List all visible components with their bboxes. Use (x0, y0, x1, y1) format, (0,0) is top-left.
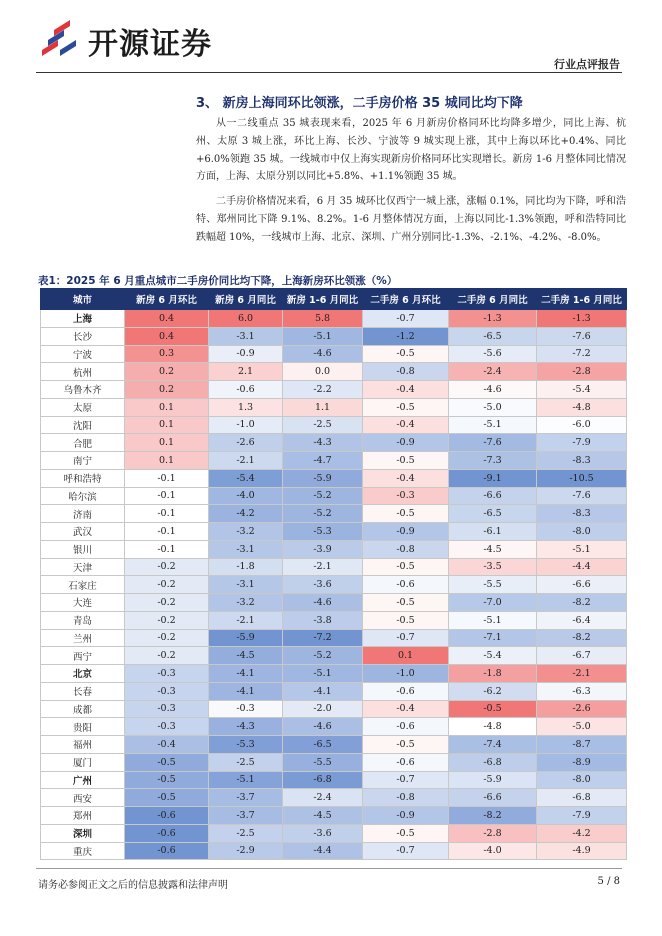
value-cell: -4.8 (537, 398, 627, 416)
value-cell: -6.6 (449, 789, 537, 807)
value-cell: -0.9 (363, 523, 449, 541)
value-cell: -7.9 (537, 434, 627, 452)
value-cell: -6.4 (537, 611, 627, 629)
table-row (41, 753, 627, 771)
value-cell: -4.0 (209, 487, 283, 505)
value-cell: -0.3 (209, 700, 283, 718)
paragraph-second-hand: 二手房价格情况来看，6 月 35 城环比仅西宁一城上涨，涨幅 0.1%，同比均为下降，呼和浩特、郑州同比下降 9.1%、8.2%。1-6 月整体情况方面，上海以同比-1.3%领跑，呼和浩特同比跌幅超 10%，一线城市上海、北京、深圳、广州分别同比-1.3%、-2.1%、-4.2%、-8.0%。 (196, 196, 626, 243)
value-cell: -0.6 (125, 807, 209, 825)
value-cell: -0.7 (363, 629, 449, 647)
city-cell: 郑州 (41, 807, 125, 825)
value-cell: -2.5 (209, 824, 283, 842)
value-cell: -7.6 (537, 327, 627, 345)
value-cell: -0.5 (363, 824, 449, 842)
logo-mark-icon (36, 20, 82, 62)
value-cell: 6.0 (209, 310, 283, 328)
table-row (41, 576, 627, 594)
value-cell: -8.9 (537, 753, 627, 771)
value-cell: -0.5 (363, 558, 449, 576)
value-cell: -7.6 (449, 434, 537, 452)
value-cell: -0.5 (449, 700, 537, 718)
value-cell: -7.0 (449, 594, 537, 612)
header-new-mom: 新房 6 月环比 (125, 289, 209, 310)
value-cell: -4.3 (283, 434, 363, 452)
value-cell: -3.5 (449, 558, 537, 576)
value-cell: -0.6 (363, 682, 449, 700)
city-cell: 西安 (41, 789, 125, 807)
value-cell: -5.3 (209, 736, 283, 754)
value-cell: -6.5 (283, 736, 363, 754)
value-cell: -8.7 (537, 736, 627, 754)
table-row (41, 594, 627, 612)
value-cell: 0.1 (363, 647, 449, 665)
value-cell: -0.9 (363, 807, 449, 825)
value-cell: -1.2 (363, 327, 449, 345)
table-row (41, 736, 627, 754)
value-cell: 0.1 (125, 452, 209, 470)
value-cell: -4.6 (283, 345, 363, 363)
city-cell: 福州 (41, 736, 125, 754)
value-cell: -3.1 (209, 576, 283, 594)
city-cell: 大连 (41, 594, 125, 612)
value-cell: -4.0 (449, 842, 537, 860)
value-cell: -6.8 (283, 771, 363, 789)
value-cell: -0.5 (363, 505, 449, 523)
city-cell: 乌鲁木齐 (41, 381, 125, 399)
value-cell: -0.4 (125, 736, 209, 754)
section-title: 3、 新房上海同环比领涨，二手房价格 35 城同比均下降 (196, 96, 523, 111)
table-row (41, 327, 627, 345)
value-cell: -4.2 (209, 505, 283, 523)
value-cell: 0.2 (125, 363, 209, 381)
paragraph-new-home: 从一二线重点 35 城表现来看，2025 年 6 月新房价格同环比均降多增少，同比上海、杭州、太原 3 城上涨，环比上海、长沙、宁波等 9 城实现上涨，其中上海以环比+0.4%、同比+6.0%领跑 35 城。一线城市中仅上海实现新房价格同环比实现增长。新房 1-6 月整体同比情况方面，上海、太原分别以同比+5.8%、+1.1%领跑 35 城。 (196, 118, 626, 183)
value-cell: -4.5 (209, 647, 283, 665)
value-cell: -3.2 (209, 523, 283, 541)
city-cell: 太原 (41, 398, 125, 416)
value-cell: -2.6 (209, 434, 283, 452)
table-row (41, 629, 627, 647)
value-cell: -6.3 (537, 682, 627, 700)
city-cell: 兰州 (41, 629, 125, 647)
value-cell: -8.2 (537, 594, 627, 612)
value-cell: -0.6 (125, 824, 209, 842)
table-row (41, 416, 627, 434)
table-row (41, 363, 627, 381)
value-cell: -0.5 (363, 736, 449, 754)
value-cell: -4.4 (537, 558, 627, 576)
value-cell: -2.8 (449, 824, 537, 842)
value-cell: -6.1 (449, 523, 537, 541)
price-change-table (40, 288, 627, 860)
value-cell: -0.5 (363, 611, 449, 629)
value-cell: -2.0 (283, 700, 363, 718)
city-cell: 长春 (41, 682, 125, 700)
value-cell: -3.8 (283, 611, 363, 629)
value-cell: -5.1 (449, 416, 537, 434)
value-cell: -0.8 (363, 789, 449, 807)
table-row (41, 434, 627, 452)
value-cell: -7.2 (283, 629, 363, 647)
value-cell: -5.1 (537, 540, 627, 558)
value-cell: -0.2 (125, 629, 209, 647)
value-cell: -0.9 (363, 434, 449, 452)
value-cell: -5.5 (449, 576, 537, 594)
header-divider (36, 72, 622, 73)
table-row (41, 771, 627, 789)
table-row (41, 558, 627, 576)
table-row (41, 381, 627, 399)
table-row (41, 807, 627, 825)
table-row (41, 824, 627, 842)
table-row (41, 718, 627, 736)
value-cell: -5.2 (283, 647, 363, 665)
value-cell: -0.1 (125, 487, 209, 505)
value-cell: 1.3 (209, 398, 283, 416)
value-cell: -0.5 (363, 345, 449, 363)
value-cell: -0.6 (125, 842, 209, 860)
value-cell: -8.0 (537, 523, 627, 541)
value-cell: -1.0 (209, 416, 283, 434)
value-cell: 0.4 (125, 327, 209, 345)
city-cell: 贵阳 (41, 718, 125, 736)
value-cell: -0.4 (363, 416, 449, 434)
value-cell: -1.3 (537, 310, 627, 328)
value-cell: -0.2 (125, 594, 209, 612)
value-cell: -0.5 (363, 452, 449, 470)
value-cell: 0.4 (125, 310, 209, 328)
value-cell: -2.5 (209, 753, 283, 771)
value-cell: -0.7 (363, 771, 449, 789)
value-cell: -7.1 (449, 629, 537, 647)
table-row (41, 842, 627, 860)
value-cell: -3.2 (209, 594, 283, 612)
table-row (41, 665, 627, 683)
value-cell: -2.1 (537, 665, 627, 683)
value-cell: -9.1 (449, 469, 537, 487)
value-cell: -5.1 (283, 327, 363, 345)
value-cell: -4.8 (449, 718, 537, 736)
value-cell: -0.1 (125, 523, 209, 541)
value-cell: -4.2 (537, 824, 627, 842)
value-cell: -0.6 (363, 576, 449, 594)
city-cell: 厦门 (41, 753, 125, 771)
value-cell: -5.1 (209, 771, 283, 789)
value-cell: -1.0 (363, 665, 449, 683)
value-cell: -4.9 (537, 842, 627, 860)
value-cell: -3.6 (283, 824, 363, 842)
value-cell: -5.9 (449, 771, 537, 789)
value-cell: -4.1 (283, 682, 363, 700)
value-cell: -4.3 (209, 718, 283, 736)
table-row (41, 647, 627, 665)
value-cell: -0.5 (363, 594, 449, 612)
city-cell: 杭州 (41, 363, 125, 381)
value-cell: -0.1 (125, 505, 209, 523)
value-cell: -4.1 (209, 665, 283, 683)
value-cell: -0.3 (363, 487, 449, 505)
value-cell: -4.1 (209, 682, 283, 700)
value-cell: -6.2 (449, 682, 537, 700)
table-header-row (41, 289, 627, 310)
value-cell: -6.6 (449, 487, 537, 505)
value-cell: -3.7 (209, 789, 283, 807)
value-cell: -5.0 (537, 718, 627, 736)
city-cell: 银川 (41, 540, 125, 558)
table-row (41, 540, 627, 558)
value-cell: -4.5 (449, 540, 537, 558)
value-cell: -5.1 (449, 611, 537, 629)
value-cell: -2.1 (283, 558, 363, 576)
table-row (41, 611, 627, 629)
table-row (41, 487, 627, 505)
value-cell: -0.8 (363, 363, 449, 381)
value-cell: -4.7 (283, 452, 363, 470)
value-cell: 0.1 (125, 416, 209, 434)
header-city: 城市 (41, 289, 125, 310)
footer-disclaimer: 请务必参阅正文之后的信息披露和法律声明 (38, 880, 228, 891)
header-used-ytd-yoy: 二手房 1-6 月同比 (537, 289, 627, 310)
value-cell: -7.6 (537, 487, 627, 505)
value-cell: -0.3 (125, 718, 209, 736)
value-cell: -0.6 (363, 718, 449, 736)
company-logo (36, 20, 212, 62)
city-cell: 上海 (41, 310, 125, 328)
value-cell: -7.9 (537, 807, 627, 825)
value-cell: -3.1 (209, 540, 283, 558)
value-cell: -8.2 (537, 629, 627, 647)
table-row (41, 398, 627, 416)
value-cell: -2.4 (283, 789, 363, 807)
value-cell: -5.2 (283, 487, 363, 505)
logo-text: 开源证券 (88, 27, 212, 62)
city-cell: 济南 (41, 505, 125, 523)
value-cell: -0.6 (209, 381, 283, 399)
table-row (41, 345, 627, 363)
table-row (41, 505, 627, 523)
value-cell: -5.9 (209, 629, 283, 647)
value-cell: -5.1 (283, 665, 363, 683)
value-cell: -3.6 (283, 576, 363, 594)
value-cell: -2.8 (537, 363, 627, 381)
city-cell: 合肥 (41, 434, 125, 452)
value-cell: -0.1 (125, 469, 209, 487)
value-cell: -1.8 (449, 665, 537, 683)
table-row (41, 469, 627, 487)
value-cell: -0.5 (125, 789, 209, 807)
city-cell: 重庆 (41, 842, 125, 860)
value-cell: -4.5 (283, 807, 363, 825)
table-caption: 表1：2025 年 6 月重点城市二手房价同比均下降，上海新房环比领涨（%） (38, 275, 398, 287)
table-row (41, 700, 627, 718)
value-cell: -8.0 (537, 771, 627, 789)
value-cell: -0.5 (363, 398, 449, 416)
header-used-yoy: 二手房 6 月同比 (449, 289, 537, 310)
city-cell: 成都 (41, 700, 125, 718)
value-cell: -8.3 (537, 452, 627, 470)
value-cell: -2.1 (209, 611, 283, 629)
value-cell: -6.6 (537, 576, 627, 594)
value-cell: -6.7 (537, 647, 627, 665)
value-cell: -6.5 (449, 505, 537, 523)
value-cell: -5.4 (209, 469, 283, 487)
city-cell: 呼和浩特 (41, 469, 125, 487)
value-cell: -0.3 (125, 700, 209, 718)
value-cell: -5.5 (283, 753, 363, 771)
city-cell: 西宁 (41, 647, 125, 665)
city-cell: 宁波 (41, 345, 125, 363)
value-cell: -2.4 (449, 363, 537, 381)
value-cell: -2.5 (283, 416, 363, 434)
value-cell: -0.2 (125, 576, 209, 594)
value-cell: -0.3 (125, 665, 209, 683)
value-cell: 2.1 (209, 363, 283, 381)
value-cell: -0.5 (125, 771, 209, 789)
value-cell: -4.4 (283, 842, 363, 860)
value-cell: -7.4 (449, 736, 537, 754)
table-row (41, 310, 627, 328)
value-cell: -0.6 (363, 753, 449, 771)
value-cell: -0.1 (125, 540, 209, 558)
city-cell: 天津 (41, 558, 125, 576)
value-cell: -3.1 (209, 327, 283, 345)
value-cell: -2.6 (537, 700, 627, 718)
city-cell: 广州 (41, 771, 125, 789)
table-row (41, 789, 627, 807)
value-cell: -0.9 (209, 345, 283, 363)
value-cell: -5.4 (537, 381, 627, 399)
city-cell: 青岛 (41, 611, 125, 629)
value-cell: -4.6 (449, 381, 537, 399)
city-cell: 沈阳 (41, 416, 125, 434)
value-cell: -0.2 (125, 611, 209, 629)
value-cell: 0.0 (283, 363, 363, 381)
table-row (41, 682, 627, 700)
table-body (41, 310, 627, 860)
value-cell: -6.5 (449, 327, 537, 345)
value-cell: -0.5 (125, 753, 209, 771)
value-cell: 0.2 (125, 381, 209, 399)
city-cell: 北京 (41, 665, 125, 683)
value-cell: 1.1 (283, 398, 363, 416)
value-cell: -8.2 (449, 807, 537, 825)
value-cell: -0.7 (363, 842, 449, 860)
value-cell: -1.3 (449, 310, 537, 328)
value-cell: -0.3 (125, 682, 209, 700)
value-cell: -7.3 (449, 452, 537, 470)
value-cell: 0.1 (125, 434, 209, 452)
value-cell: -4.6 (283, 718, 363, 736)
value-cell: -4.6 (283, 594, 363, 612)
city-cell: 南宁 (41, 452, 125, 470)
value-cell: -10.5 (537, 469, 627, 487)
value-cell: -0.2 (125, 647, 209, 665)
value-cell: -2.1 (209, 452, 283, 470)
header-new-yoy: 新房 6 月同比 (209, 289, 283, 310)
value-cell: -5.9 (283, 469, 363, 487)
city-cell: 石家庄 (41, 576, 125, 594)
value-cell: -3.7 (209, 807, 283, 825)
table-row (41, 452, 627, 470)
header-new-ytd-yoy: 新房 1-6 月同比 (283, 289, 363, 310)
city-cell: 长沙 (41, 327, 125, 345)
footer-divider (36, 868, 622, 869)
value-cell: -0.7 (363, 310, 449, 328)
value-cell: -5.0 (449, 398, 537, 416)
city-cell: 武汉 (41, 523, 125, 541)
page-number: 5 / 8 (597, 876, 620, 887)
value-cell: -1.8 (209, 558, 283, 576)
value-cell: -5.3 (283, 523, 363, 541)
value-cell: 0.1 (125, 398, 209, 416)
value-cell: 0.3 (125, 345, 209, 363)
table-row (41, 523, 627, 541)
value-cell: -6.0 (537, 416, 627, 434)
value-cell: -6.8 (537, 789, 627, 807)
value-cell: -7.2 (537, 345, 627, 363)
value-cell: 5.8 (283, 310, 363, 328)
value-cell: -0.4 (363, 381, 449, 399)
value-cell: -0.8 (363, 540, 449, 558)
value-cell: -0.2 (125, 558, 209, 576)
value-cell: -8.3 (537, 505, 627, 523)
value-cell: -2.9 (209, 842, 283, 860)
city-cell: 深圳 (41, 824, 125, 842)
value-cell: -2.2 (283, 381, 363, 399)
value-cell: -3.9 (283, 540, 363, 558)
value-cell: -5.2 (283, 505, 363, 523)
value-cell: -6.8 (449, 753, 537, 771)
value-cell: -5.4 (449, 647, 537, 665)
value-cell: -5.6 (449, 345, 537, 363)
header-used-mom: 二手房 6 月环比 (363, 289, 449, 310)
report-type-label: 行业点评报告 (554, 58, 620, 71)
city-cell: 哈尔滨 (41, 487, 125, 505)
value-cell: -0.4 (363, 700, 449, 718)
value-cell: -0.4 (363, 469, 449, 487)
